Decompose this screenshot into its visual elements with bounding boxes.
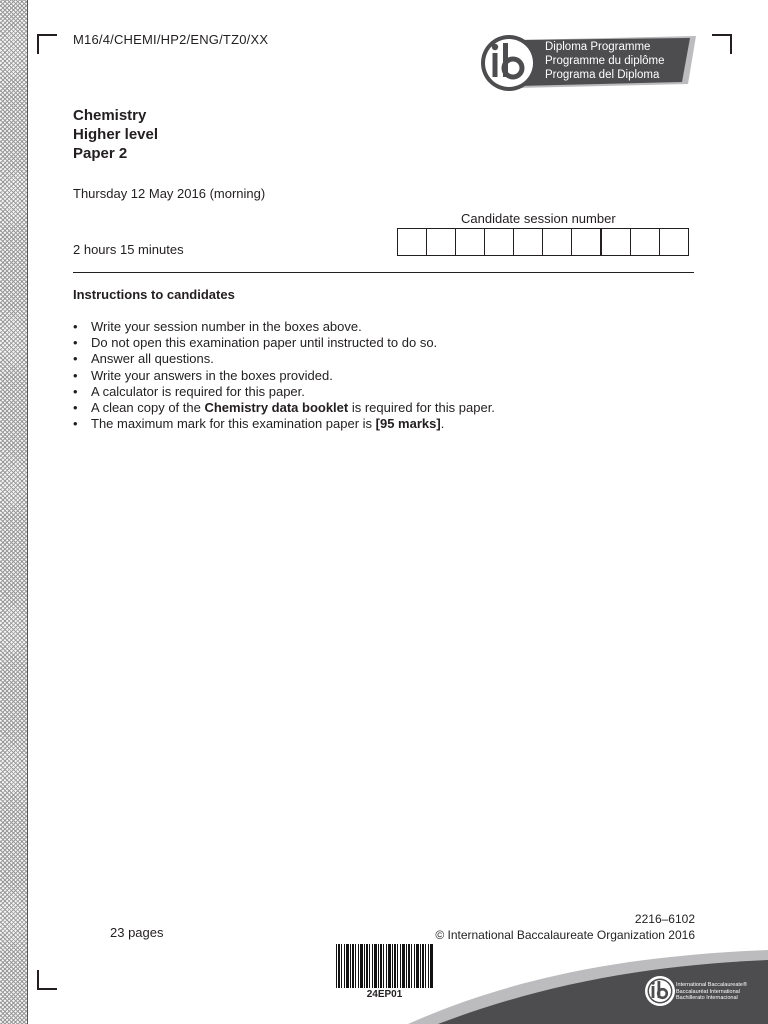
instruction-item: • Write your session number in the boxes above. <box>73 319 495 335</box>
instruction-item: • Write your answers in the boxes provided. <box>73 368 495 384</box>
exam-code: M16/4/CHEMI/HP2/ENG/TZ0/XX <box>73 32 269 47</box>
instruction-text: . <box>440 416 445 432</box>
session-number-box[interactable] <box>631 228 660 256</box>
org-name-en: International Baccalaureate® <box>676 982 748 988</box>
max-marks: [95 marks] <box>375 416 441 432</box>
session-number-box[interactable] <box>543 228 572 256</box>
instruction-item: • Answer all questions. <box>73 351 495 367</box>
session-number-box[interactable] <box>398 228 427 256</box>
barcode-label: 24EP01 <box>366 989 403 1000</box>
session-number-box[interactable] <box>514 228 543 256</box>
crop-mark-bottom-left <box>37 970 57 990</box>
organization-names <box>676 982 747 1002</box>
programme-name-en: Diploma Programme <box>545 41 651 53</box>
subject: Chemistry <box>73 107 147 124</box>
instruction-text: The maximum mark for this examination paper is <box>91 416 376 432</box>
programme-names <box>545 40 665 82</box>
session-number-box[interactable] <box>485 228 514 256</box>
level: Higher level <box>73 126 159 143</box>
copyright: © International Baccalaureate Organization 2016 <box>435 928 695 942</box>
instruction-item: • Do not open this examination paper until instructed to do so. <box>73 335 495 351</box>
instruction-item: • A calculator is required for this paper. <box>73 384 495 400</box>
exam-duration: 2 hours 15 minutes <box>73 242 184 257</box>
programme-name-es: Programa del Diploma <box>545 69 660 81</box>
org-name-es: Bachillerato Internacional <box>676 995 738 1001</box>
org-name-fr: Baccalauréat International <box>676 988 740 995</box>
paper: Paper 2 <box>73 145 128 162</box>
paper-reference-number: 2216–6102 <box>634 912 695 926</box>
data-booklet-name: Chemistry data booklet <box>204 400 349 416</box>
exam-date: Thursday 12 May 2016 (morning) <box>73 186 266 201</box>
session-number-box[interactable] <box>602 228 631 256</box>
session-number-box[interactable] <box>660 228 689 256</box>
instruction-item <box>73 400 495 416</box>
instruction-item <box>73 416 495 432</box>
instructions-title: Instructions to candidates <box>73 287 235 302</box>
footer-reference <box>435 911 695 943</box>
candidate-session-number-boxes <box>397 228 689 256</box>
instruction-text: is required for this paper. <box>348 400 495 416</box>
crop-mark-top-left <box>37 34 57 54</box>
session-number-box[interactable] <box>427 228 456 256</box>
instructions-list <box>73 319 495 432</box>
programme-name-fr: Programme du diplôme <box>545 55 665 67</box>
session-number-box[interactable] <box>572 228 602 256</box>
page-count: 23 pages <box>110 925 164 940</box>
instruction-text: A clean copy of the <box>91 400 205 416</box>
session-number-box[interactable] <box>456 228 485 256</box>
exam-title-block <box>73 106 158 163</box>
hatched-margin <box>0 0 28 1024</box>
crop-mark-top-right <box>712 34 732 54</box>
candidate-session-number-label: Candidate session number <box>461 211 616 226</box>
divider <box>73 272 694 273</box>
